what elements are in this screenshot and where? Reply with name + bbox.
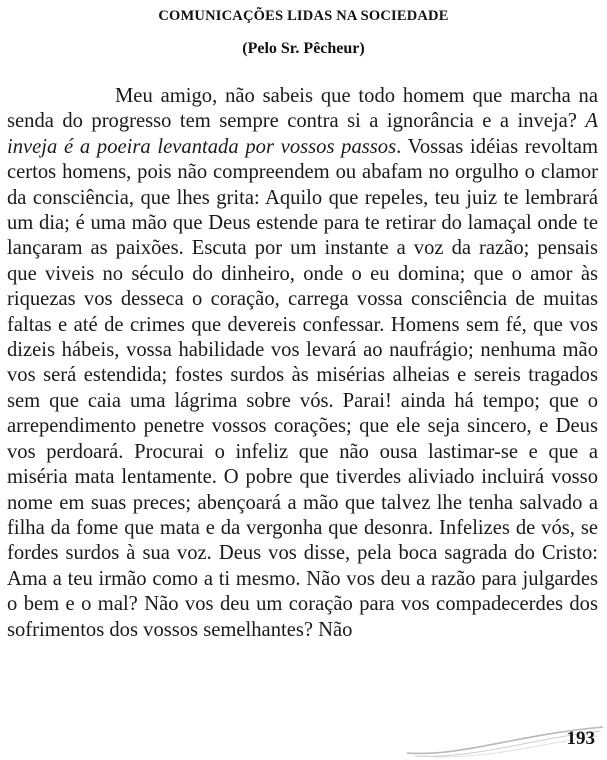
text-segment: Meu amigo, não sabeis que todo homem que marcha na senda do progresso tem sempre contra si a ignorância e a inveja?	[7, 85, 598, 133]
italic-quote: A inveja é a poeira levantada por vossos passos	[7, 110, 598, 158]
section-author: (Pelo Sr. Pêcheur)	[242, 40, 365, 57]
page-number: 193	[566, 728, 595, 749]
paragraph	[7, 84, 598, 643]
text-segment: . Vossas idéias revoltam certos homens, pois não compreendem ou abafam no orgulho o clamor da consciência, que lhes grita: Aquilo que repeles, teu juiz te lembrará um dia; é uma mão que Deus estende para te retirar do lamaçal onde te lançaram as paixões. Escuta por um instante a voz da razão; pensais que viveis no século do dinheiro, onde o eu domina; que o amor às riquezas vos desseca o coração, carrega vossa consciência de muitas faltas e até de crimes que devereis confessar. Homens sem fé, que vos dizeis hábeis, vossa habilidade vos levará ao naufrágio; nenhuma mão vos será estendida; fostes surdos às misérias alheias e sereis tragados sem que caia uma lágrima sobre vós. Parai! ainda há tempo; que o arrependimento penetre vossos corações; que ele seja sincero, e Deus vos perdoará. Procurai o infeliz que não ousa lastimar-se e que a miséria mata lentamente. O pobre que tiverdes aliviado incluirá vosso nome em suas preces; abençoará a mão que talvez lhe tenha salvado a filha da fome que mata e da vergonha que desonra. Infelizes de vós, se fordes surdos à sua voz. Deus vos disse, pela boca sagrada do Cristo: Ama a teu irmão como a ti mesmo. Não vos deu a razão para julgardes o bem e o mal? Não vos deu um coração para vos compadecerdes dos sofrimentos dos vossos semelhantes? Não	[7, 135, 598, 641]
section-title: COMUNICAÇÕES LIDAS NA SOCIEDADE	[158, 8, 449, 24]
body-paragraph	[7, 84, 598, 643]
